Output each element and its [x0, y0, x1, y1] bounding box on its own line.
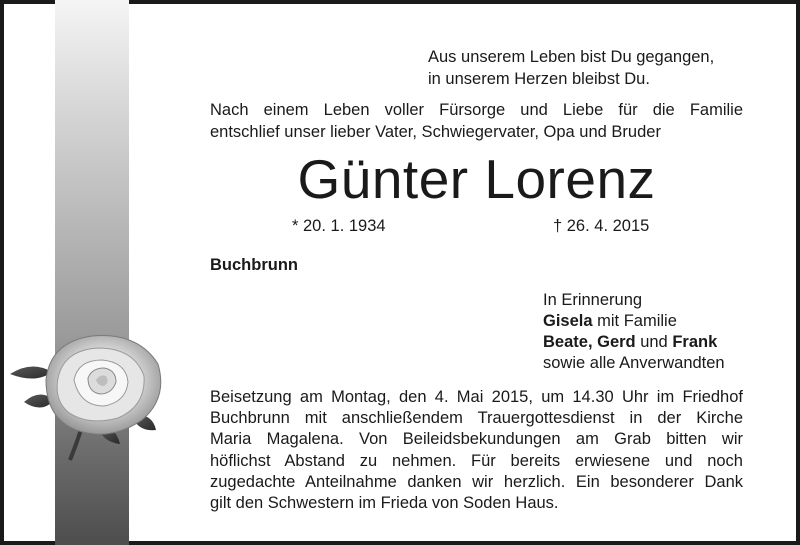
- notice-line: gilt den Schwestern im Frieda von Soden Haus.: [210, 494, 559, 513]
- mourner-name: Frank: [672, 333, 718, 351]
- mourner-name: Beate, Gerd: [543, 333, 636, 351]
- intro-line: entschlief unser lieber Vater, Schwiegervater, Opa und Bruder: [210, 123, 661, 141]
- rose-icon: [6, 322, 178, 462]
- notice-line: Maria Magalena. Von Beileidsbekundungen am Grab bitten wir: [210, 430, 743, 449]
- death-date: † 26. 4. 2015: [553, 217, 650, 235]
- gradient-band: [55, 0, 129, 545]
- birth-date: * 20. 1. 1934: [292, 217, 386, 235]
- motto: [428, 46, 714, 90]
- place-name: Buchbrunn: [210, 256, 298, 274]
- funeral-notice: [210, 387, 743, 514]
- notice-line: Buchbrunn mit anschließendem Trauergottesdienst in der Kirche: [210, 409, 743, 428]
- mourners-heading: In Erinnerung: [543, 291, 643, 309]
- motto-line: in unserem Herzen bleibst Du.: [428, 70, 650, 88]
- mourner-line: [543, 311, 725, 332]
- motto-line: Aus unserem Leben bist Du gegangen,: [428, 48, 715, 66]
- notice-line: höflichst Abstand zu nehmen. Für bereits erwiesene und noch: [210, 451, 743, 470]
- mourner-suffix: mit Familie: [592, 312, 677, 330]
- mourner-name: Gisela: [543, 312, 593, 330]
- notice-line: Beisetzung am Montag, den 4. Mai 2015, um 14.30 Uhr im Friedhof: [210, 388, 743, 406]
- intro-text: [210, 99, 743, 143]
- deceased-name: Günter Lorenz: [297, 148, 656, 210]
- mourner-join: und: [635, 333, 673, 351]
- mourners-others: sowie alle Anverwandten: [543, 354, 725, 372]
- mourner-line: [543, 332, 725, 353]
- intro-line: Nach einem Leben voller Fürsorge und Liebe für die Familie: [210, 101, 743, 119]
- notice-line: zugedachte Anteilnahme danken wir herzlich. Ein besonderer Dank: [210, 472, 743, 491]
- mourners-block: [543, 290, 725, 374]
